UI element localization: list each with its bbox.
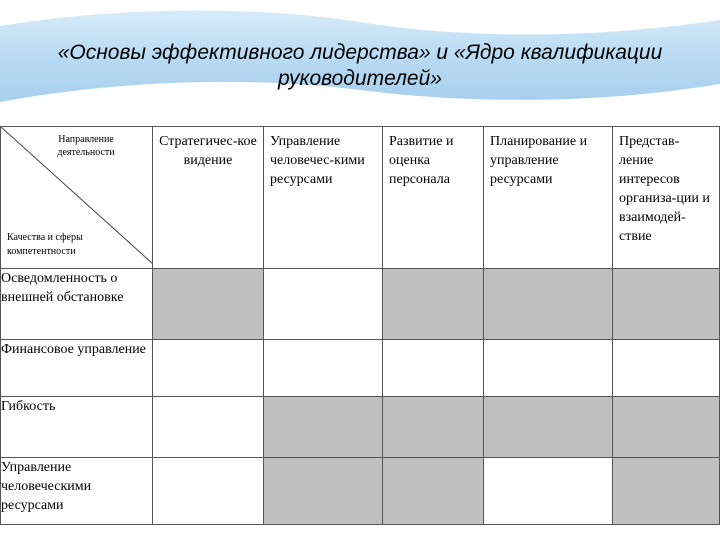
table-cell <box>613 458 720 525</box>
table-cell <box>613 269 720 340</box>
column-header: Планирование и управление ресурсами <box>484 127 613 269</box>
title-line-2: руководителей» <box>278 67 442 90</box>
table-row <box>1 397 720 458</box>
row-label: Осведомленность о внешней обстановке <box>1 269 153 340</box>
table-cell <box>264 397 383 458</box>
competency-table <box>0 126 720 525</box>
table-row <box>1 269 720 340</box>
page-title <box>0 40 720 92</box>
corner-bottom-label: Качества и сферы компетентности <box>7 232 83 257</box>
table-cell <box>153 269 264 340</box>
row-label: Управление человеческими ресурсами <box>1 458 153 525</box>
table-cell <box>264 269 383 340</box>
column-header: Развитие и оценка персонала <box>383 127 484 269</box>
table-cell <box>383 458 484 525</box>
header-row <box>1 127 720 269</box>
title-banner <box>0 0 720 112</box>
table-cell <box>613 397 720 458</box>
table-cell <box>153 340 264 397</box>
table-cell <box>484 458 613 525</box>
corner-top-label: Направление деятельности <box>57 134 115 158</box>
table-cell <box>484 269 613 340</box>
table-cell <box>264 458 383 525</box>
table-cell <box>383 269 484 340</box>
table-cell <box>383 340 484 397</box>
column-header: Управление человечес-кими ресурсами <box>264 127 383 269</box>
column-header: Представ-ление интересов организа-ции и взаимодей-ствие <box>613 127 720 269</box>
table-cell <box>484 397 613 458</box>
table-cell <box>613 340 720 397</box>
table-cell <box>383 397 484 458</box>
column-header: Стратегичес-кое видение <box>153 127 264 269</box>
table-cell <box>484 340 613 397</box>
corner-cell <box>1 127 153 269</box>
table-row <box>1 458 720 525</box>
table-row <box>1 340 720 397</box>
table-cell <box>264 340 383 397</box>
table-cell <box>153 458 264 525</box>
row-label: Гибкость <box>1 397 153 458</box>
row-label: Финансовое управление <box>1 340 153 397</box>
title-line-1: «Основы эффективного лидерства» и «Ядро квалификации <box>57 41 663 64</box>
table-cell <box>153 397 264 458</box>
